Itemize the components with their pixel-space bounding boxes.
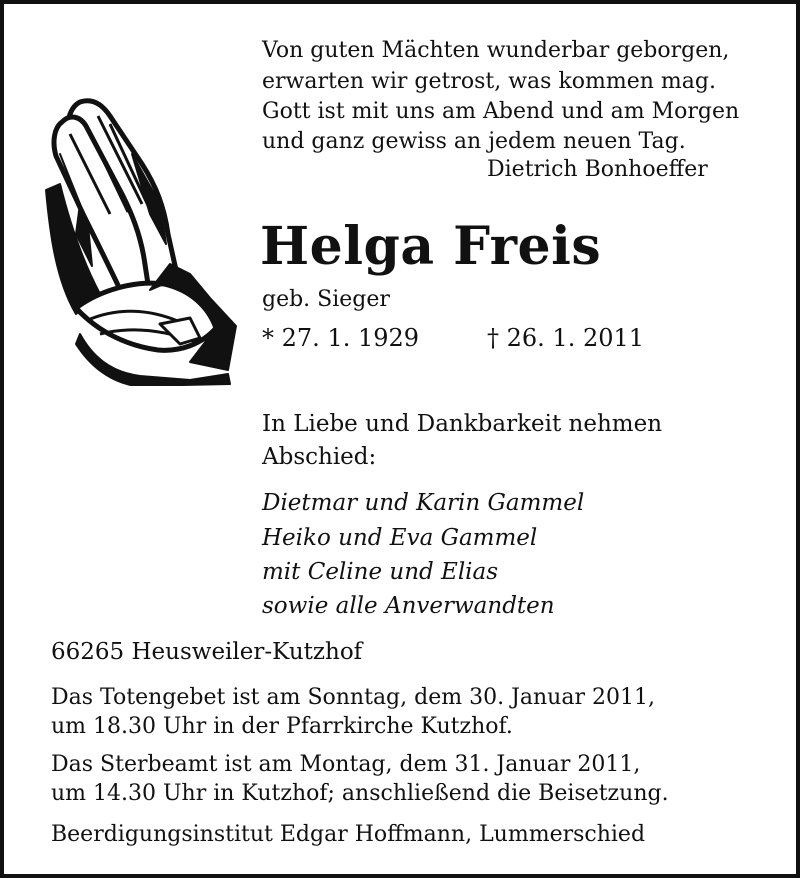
mourning-intro-line-1: In Liebe und Dankbarkeit nehmen [262,411,663,437]
location: 66265 Heusweiler-Kutzhof [51,639,363,665]
poem-line-1: Von guten Mächten wunderbar geborgen, [262,38,730,63]
poem-line-3: Gott ist mit uns am Abend und am Morgen [262,99,740,124]
birth-date: * 27. 1. 1929 [262,324,420,352]
service-2-line-2: um 14.30 Uhr in Kutzhof; anschließend die Beisetzung. [51,781,669,806]
family-line-4: sowie alle Anverwandten [262,593,555,619]
mourning-intro-line-2: Abschied: [262,444,377,470]
service-1-line-1: Das Totengebet ist am Sonntag, dem 30. Januar 2011, [51,685,655,710]
death-date: † 26. 1. 2011 [487,324,645,352]
family-line-3: mit Celine und Elias [262,559,499,585]
funeral-home: Beerdigungsinstitut Edgar Hoffmann, Lummerschied [51,822,646,847]
family-line-2: Heiko und Eva Gammel [262,525,538,551]
poem-line-2: erwarten wir getrost, was kommen mag. [262,69,716,94]
praying-hands-icon [40,94,240,386]
maiden-name: geb. Sieger [262,287,390,312]
service-2-line-1: Das Sterbeamt ist am Montag, dem 31. Januar 2011, [51,752,641,777]
service-1-line-2: um 18.30 Uhr in der Pfarrkirche Kutzhof. [51,714,513,739]
poem-line-4: und ganz gewiss an jedem neuen Tag. [262,129,686,154]
family-line-1: Dietmar und Karin Gammel [262,490,585,516]
deceased-name: Helga Freis [260,216,602,277]
poem-author: Dietrich Bonhoeffer [487,157,708,182]
